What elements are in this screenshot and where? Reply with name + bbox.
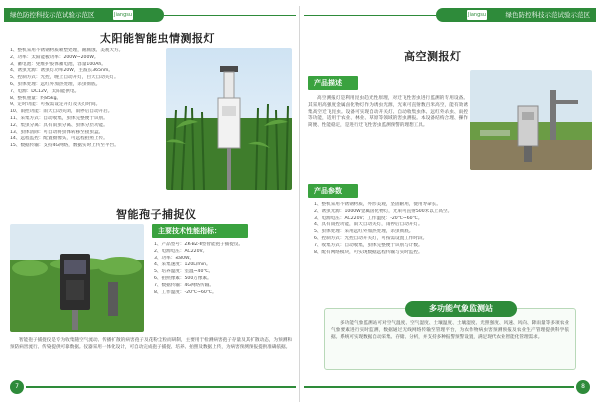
product-intro-text: 高空测报灯是利用昆虫趋光性原理，对迁飞性害虫进行监测的专用设备。其采用高强度金属卤化物灯作为诱虫光源，光束可直射数百米高空，能有效诱集高空迁飞昆虫。设备可实现自动开关灯、自动收集虫体、远红外杀虫、雨控等功能，适用于农业、林业、草原等领域的害虫测报。本设备结构合理、操作简便、性能稳定，是进行迁飞性害虫监测预警的理想工具。 [308, 96, 468, 129]
left-bottom-rule [26, 386, 296, 388]
spore-trap-photo [10, 224, 144, 332]
right-page [304, 8, 596, 400]
spec-item: 1、产品型号：ZK-BZ-Ⅱ型智能孢子捕捉仪。 [154, 242, 244, 247]
left-header-rule [164, 15, 296, 16]
param-item: 7、收集方式：自动收集，虫体完整便于识别与计数。 [314, 242, 423, 248]
spore-trap-title: 智能孢子捕捉仪 [116, 208, 197, 221]
spec-item: 6、虫体处理：远红外加热处理，杀虫彻底。 [10, 81, 101, 87]
page-number-right: 8 [576, 380, 590, 394]
spec-item: 8、工作温度：-20℃~60℃。 [154, 289, 217, 295]
page-number-left: 7 [10, 380, 24, 394]
spec-item: 7、数据传输：4G网络传输。 [154, 282, 214, 288]
high-altitude-lamp-illustration [470, 70, 592, 170]
insect-lamp-title: 太阳能智能虫情测报灯 [100, 32, 215, 45]
spec-item: 11、采集方式：自动收集，虫体完整便于识别。 [10, 115, 108, 121]
spore-specs-tag: 主要技术性能指标： [152, 224, 248, 238]
spec-item: 12、集虫分离：具有雨虫分离、虫体分层功能。 [10, 122, 108, 128]
spore-specs [154, 242, 294, 296]
right-header-rule [304, 15, 436, 16]
spore-trap-description: 智能孢子捕捉仪是专为收集随空气流动、传播扩散的病害孢子及花粉尘粒而研制，主要用于检测病害孢子存量及其扩散动态，为预测和预防病害流行、传染提供可靠数据。仪器采用一体化设计，可自动完成孢子捕捉、培养、拍照及数据上传，为病害预测预报提供准确依据。 [10, 338, 292, 350]
param-item: 1、整机采用不锈钢材质，外形美观，坚固耐用，使用寿命长。 [314, 202, 441, 207]
left-header-banner: 绿色防控科技示范试验示范区 [4, 8, 164, 22]
page-gutter [299, 6, 300, 402]
spec-item: 4、采集速度：120L/min。 [154, 262, 211, 268]
product-params-list [314, 202, 590, 256]
spec-item: 2、功率：太阳能板功率：200W~200W。 [10, 54, 99, 60]
weather-station-text: 多功能气象监测站可对空气温度、空气湿度、土壤温度、土壤湿度、光照强度、风速、风向、降雨量等多项农业气象要素进行实时监测，数据通过无线网络传输至管理平台，为农作物病虫害预测预报及农业生产管理提供科学依据。系统可实现数据自动采集、存储、分析，并支持多种报警预警设置，满足现代农业智能化管理需求。 [331, 321, 569, 340]
weather-station-title: 多功能气象监测站 [405, 301, 517, 317]
spec-item: 15、数据传输：支持4G网络，数据实时上传至平台。 [10, 143, 119, 149]
left-logo: Jiangsu [112, 9, 134, 21]
spec-item: 5、培养温度：室温~40℃。 [154, 269, 214, 275]
spec-item: 9、定时功能：可按需设定开灯及关灯时间。 [10, 102, 101, 108]
spec-item: 7、电源：DC12V，太阳能供电。 [10, 88, 80, 94]
insect-lamp-photo [166, 48, 292, 190]
spec-item: 6、拍照像素：500万像素。 [154, 275, 212, 281]
spec-item: 3、蓄电池：免维护胶体蓄电池，容量100Ah。 [10, 61, 106, 67]
spec-item: 2、电源电压：AC220V。 [154, 248, 208, 254]
spec-item: 4、诱虫光源：诱虫灯功率20W，主波长365nm。 [10, 68, 113, 74]
param-item: 2、诱虫光源：1000W金属卤化物灯，光束可直射500米以上高空。 [314, 208, 453, 214]
spec-item: 8、整机重量：约85kg。 [10, 95, 62, 101]
spore-trap-illustration [10, 224, 144, 332]
left-page [4, 8, 296, 400]
right-header-banner: 绿色防控科技示范试验示范区 [436, 8, 596, 22]
high-altitude-lamp-title: 高空测报灯 [404, 50, 462, 63]
insect-lamp-specs [10, 48, 160, 150]
insect-lamp-illustration [166, 48, 292, 190]
param-item: 3、电源电压：AC220V；工作温度：-20℃~60℃。 [314, 215, 423, 221]
product-params-tag: 产品参数 [308, 184, 358, 198]
param-item: 5、虫体处理：采用远红外加热处理，杀虫彻底。 [314, 229, 414, 235]
param-item: 4、具有雨控功能，雨天自动关灯，雨停后自动开灯。 [314, 222, 423, 228]
right-bottom-rule [304, 386, 574, 388]
spec-item: 13、虫体清除：可自动将虫体转移至接虫盒。 [10, 129, 104, 135]
spec-item: 10、雨控功能：雨天自动关闭，雨停后自动开启。 [10, 109, 113, 115]
param-item: 8、配有网络模块，可实现数据远程传输与实时监控。 [314, 249, 423, 255]
right-logo: Jiangsu [466, 9, 488, 21]
spec-item: 1、整机采用不锈钢材质喷塑处理，耐腐蚀、美观大方。 [10, 48, 124, 53]
weather-station-box [324, 304, 576, 370]
spec-item: 3、功率：≤80W。 [154, 255, 195, 261]
spec-item: 14、远程监控：配置摄像头，可远程拍照上传。 [10, 136, 108, 142]
spec-item: 5、控制方式：光控，晚上自动开灯，白天自动关灯。 [10, 75, 119, 81]
high-altitude-lamp-photo [470, 70, 592, 170]
product-intro-tag: 产品描述 [308, 76, 358, 90]
param-item: 6、控制方式：光控自动开关灯，可按需设置工作时段。 [314, 235, 428, 241]
